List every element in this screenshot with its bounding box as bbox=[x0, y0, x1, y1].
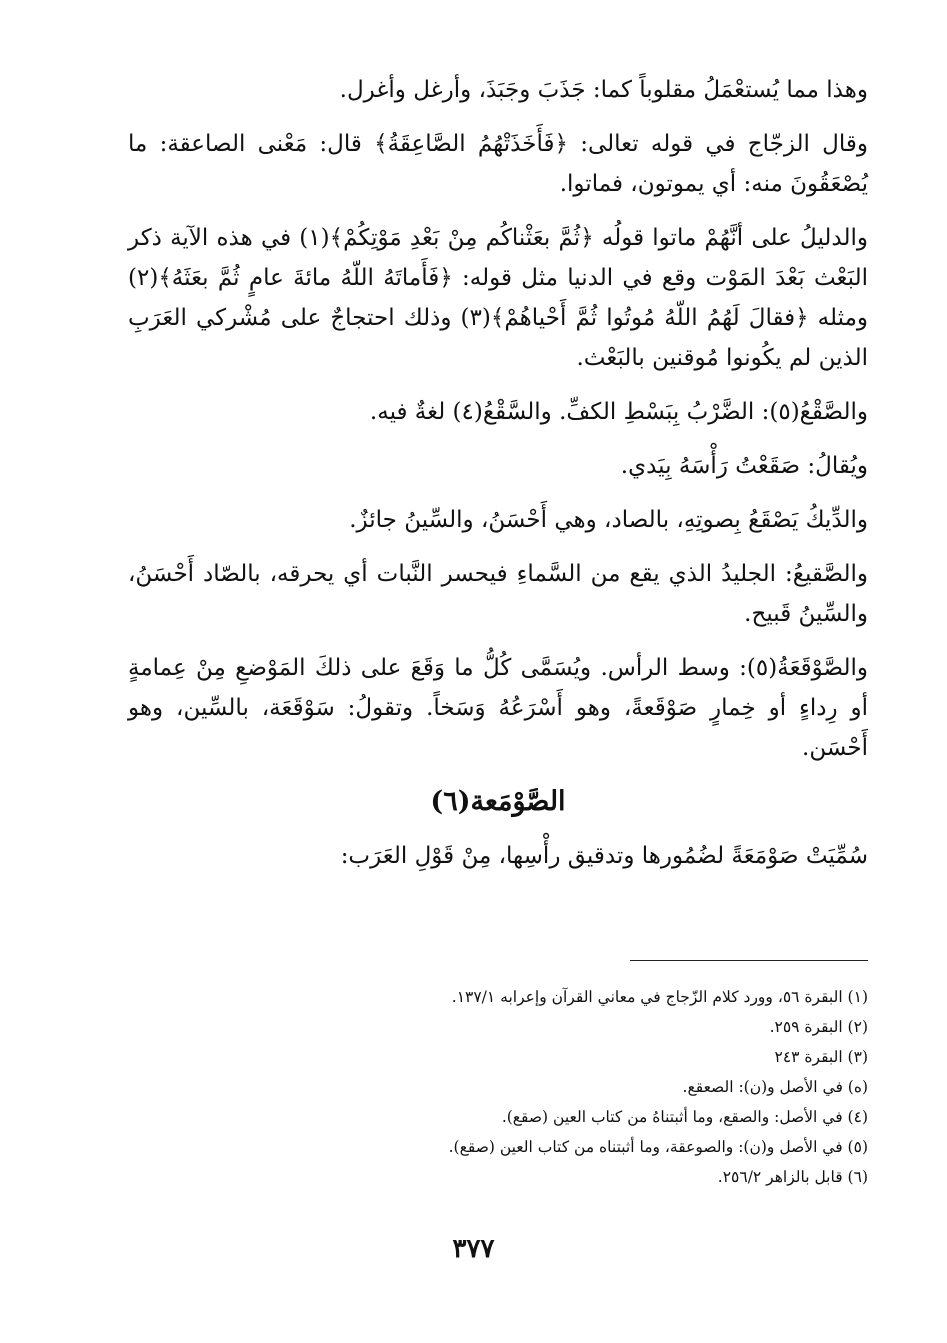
paragraph-yuqal: ويُقالُ: صَقَعْتُ رَأْسَهُ بِيَدي. bbox=[620, 453, 868, 479]
footnote-h: (ه) في الأصل و(ن): الصعقع. bbox=[682, 1078, 868, 1096]
paragraph-saq: والصَّقْعُ(٥): الضَّرْبُ بِبَسْطِ الكفِّ. والسَّقْعُ(٤) لغةٌ فيه. bbox=[369, 399, 868, 425]
footnote-6: (٦) قابل بالزاهر ٢٥٦/٢. bbox=[717, 1168, 868, 1186]
page-number: ٣٧٧ bbox=[452, 1234, 495, 1264]
paragraph-sawqaa: والصَّوْقَعَةُ(٥): وسط الرأس. ويُسَمَّى كُلُّ ما وَقَعَ على ذلكَ المَوْضعِ مِنْ عِمامةٍ أو رِداءٍ أو خِمارٍ صَوْقَعةً، وهو أَسْرَعُهُ وَسَخاً. وتقولُ: سَوْقَعَة، بالسِّين، وهو أَحْسَن. bbox=[128, 655, 868, 761]
paragraph-deek: والدِّيكُ يَصْقَعُ بِصوتِهِ، بالصاد، وهي أَحْسَنُ، والسِّينُ جائزٌ. bbox=[349, 507, 868, 533]
footnote-3: (٣) البقرة ٢٤٣ bbox=[774, 1048, 868, 1066]
paragraph-sawmaa: سُمِّيَتْ صَوْمَعَةً لضُمُورها وتدقيق رأْسِها، مِنْ قَوْلِ العَرَب: bbox=[340, 843, 868, 869]
footnote-1: (١) البقرة ٥٦، وورد كلام الزّجاج في معاني القرآن وإعرابه ١٣٧/١. bbox=[451, 988, 868, 1006]
paragraph-maqloub: وهذا مما يُستعْمَلُ مقلوباً كما: جَذَبَ وجَبَذَ، وأرغل وأغرل. bbox=[339, 77, 868, 103]
paragraph-saqee: والصَّقيعُ: الجليدُ الذي يقع من السَّماءِ فيحسر النَّبات أي يحرقه، بالصّاد أَحْسَنُ، والسِّينُ قَبيح. bbox=[128, 561, 868, 627]
footnote-divider bbox=[630, 960, 868, 961]
section-heading: الصَّوْمَعة(٦) bbox=[430, 786, 566, 817]
footnote-4: (٤) في الأصل: والصقع، وما أثبتناهُ من كتاب العين (صقع). bbox=[501, 1108, 868, 1126]
footnote-5: (٥) في الأصل و(ن): والصوعقة، وما أثبتناه من كتاب العين (صقع). bbox=[448, 1138, 868, 1156]
paragraph-evidence: والدليلُ على أنَّهُمْ ماتوا قولُه ﴿ثُمَّ بعَثْناكُم مِنْ بَعْدِ مَوْتِكُمْ﴾(١) في هذه الآية ذكر البَعْث بَعْدَ المَوْت وقع في الدنيا مثل قوله: ﴿فَأَماتَهُ اللّهُ مائةَ عامٍ ثُمَّ بعَثَهُ﴾(٢) ومثله ﴿فقالَ لَهُمُ اللّهُ مُوتُوا ثُمَّ أَحْياهُمْ﴾(٣) وذلك احتجاجٌ على مُشْركي العَرَبِ الذين لم يكُونوا مُوقنين بالبَعْث. bbox=[128, 225, 868, 371]
footnotes bbox=[300, 982, 868, 1192]
footnote-2: (٢) البقرة ٢٥٩. bbox=[769, 1018, 868, 1036]
main-text bbox=[128, 70, 868, 890]
paragraph-zajjaj: وقال الزجّاج في قوله تعالى: ﴿فَأَخَذَتْهُمُ الصَّاعِقَةُ﴾ قال: مَعْنى الصاعقة: ما يُصْعَقُونَ منه: أي يموتون، فماتوا. bbox=[128, 131, 868, 197]
